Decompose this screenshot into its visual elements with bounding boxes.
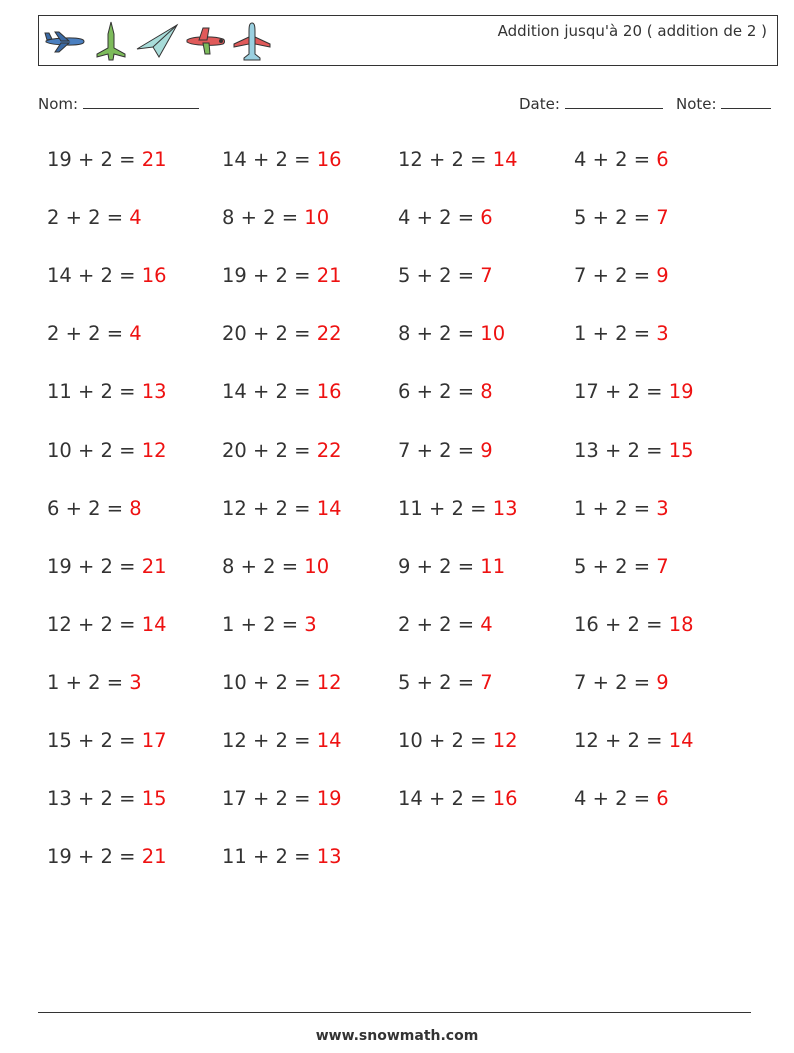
grade-field — [676, 94, 771, 113]
problem-item — [574, 782, 669, 816]
problem-question: 17 + 2 = — [222, 787, 311, 811]
fighter-jet-icon — [91, 20, 131, 62]
problem-answer: 13 — [141, 380, 167, 404]
problem-item — [47, 550, 167, 584]
problem-answer: 14 — [668, 729, 694, 752]
problem-answer: 14 — [316, 496, 342, 520]
problem-item — [574, 724, 694, 758]
problem-item — [47, 434, 167, 468]
problem-question: 8 + 2 = — [398, 322, 475, 346]
problem-answer: 7 — [480, 264, 493, 288]
problem-question: 2 + 2 = — [47, 206, 124, 230]
problem-question: 1 + 2 = — [47, 670, 124, 694]
problem-answer: 16 — [492, 787, 518, 811]
problem-answer: 9 — [480, 438, 493, 462]
problem-question: 1 + 2 = — [574, 496, 651, 520]
problem-answer: 22 — [316, 322, 342, 346]
problem-answer: 13 — [492, 496, 518, 520]
problem-answer: 18 — [668, 612, 694, 636]
problem-question: 14 + 2 = — [47, 264, 136, 288]
problem-item — [222, 550, 329, 584]
problem-question: 1 + 2 = — [574, 322, 651, 346]
problem-item — [398, 492, 518, 526]
problem-item — [398, 724, 518, 758]
problem-answer: 11 — [480, 554, 506, 578]
problem-question: 7 + 2 = — [574, 670, 651, 694]
problem-item — [574, 666, 669, 700]
problem-question: 4 + 2 = — [574, 787, 651, 811]
problem-answer: 9 — [656, 264, 669, 288]
problem-answer: 6 — [656, 787, 669, 811]
problem-question: 1 + 2 = — [222, 612, 299, 636]
name-blank — [83, 94, 199, 109]
problem-answer: 14 — [316, 729, 342, 752]
problem-answer: 10 — [304, 206, 330, 230]
problem-answer: 15 — [668, 438, 694, 462]
problem-item — [398, 201, 493, 235]
worksheet-title: Addition jusqu'à 20 ( addition de 2 ) — [497, 22, 767, 40]
problem-question: 5 + 2 = — [398, 670, 475, 694]
problem-question: 19 + 2 = — [47, 845, 136, 869]
problem-answer: 4 — [129, 322, 142, 346]
date-label: Date: — [519, 95, 560, 113]
problem-item — [222, 666, 342, 700]
problem-question: 6 + 2 = — [398, 380, 475, 404]
problem-item — [398, 143, 518, 177]
problem-answer: 17 — [141, 729, 167, 752]
propeller-plane-icon — [183, 24, 227, 58]
problem-question: 12 + 2 = — [47, 612, 136, 636]
problem-question: 11 + 2 = — [47, 380, 136, 404]
problem-item — [222, 608, 317, 642]
problem-question: 12 + 2 = — [222, 496, 311, 520]
problem-item — [47, 201, 142, 235]
problem-item — [47, 666, 142, 700]
problem-answer: 12 — [492, 729, 518, 752]
grade-label: Note: — [676, 95, 717, 113]
problem-question: 11 + 2 = — [222, 845, 311, 869]
name-label: Nom: — [38, 95, 79, 113]
problem-question: 12 + 2 = — [222, 729, 311, 752]
problem-answer: 14 — [492, 148, 518, 171]
problem-item — [398, 375, 493, 409]
problem-question: 10 + 2 = — [222, 670, 311, 694]
problem-question: 8 + 2 = — [222, 554, 299, 578]
problem-question: 14 + 2 = — [222, 380, 311, 404]
worksheet-header — [38, 15, 778, 66]
problem-item — [574, 608, 694, 642]
problem-item — [222, 492, 342, 526]
problem-question: 4 + 2 = — [574, 148, 651, 171]
problem-item — [574, 201, 669, 235]
problem-item — [222, 782, 342, 816]
problem-question: 7 + 2 = — [398, 438, 475, 462]
problem-answer: 7 — [656, 206, 669, 230]
problem-answer: 4 — [129, 206, 142, 230]
problem-question: 2 + 2 = — [398, 612, 475, 636]
problem-answer: 21 — [141, 845, 167, 869]
problem-answer: 3 — [656, 496, 669, 520]
problem-item — [398, 782, 518, 816]
problem-item — [47, 259, 167, 293]
problem-question: 8 + 2 = — [222, 206, 299, 230]
problem-item — [47, 608, 167, 642]
problem-question: 11 + 2 = — [398, 496, 487, 520]
grade-blank — [721, 94, 771, 109]
problem-question: 5 + 2 = — [398, 264, 475, 288]
problem-item — [222, 143, 342, 177]
problem-item — [222, 434, 342, 468]
name-field — [38, 94, 199, 113]
problem-item — [47, 492, 142, 526]
problem-item — [398, 259, 493, 293]
problem-answer: 7 — [656, 554, 669, 578]
date-field — [519, 94, 663, 113]
airliner-icon — [43, 24, 87, 58]
problem-question: 10 + 2 = — [47, 438, 136, 462]
problem-answer: 8 — [480, 380, 493, 404]
problem-item — [574, 143, 669, 177]
problem-question: 17 + 2 = — [574, 380, 663, 404]
problem-answer: 14 — [141, 612, 167, 636]
problem-item — [47, 840, 167, 874]
problem-question: 14 + 2 = — [398, 787, 487, 811]
problem-item — [222, 375, 342, 409]
problem-question: 7 + 2 = — [574, 264, 651, 288]
problem-answer: 21 — [316, 264, 342, 288]
problem-answer: 21 — [141, 554, 167, 578]
problem-question: 19 + 2 = — [47, 148, 136, 171]
header-icons — [43, 20, 273, 62]
problem-item — [574, 317, 669, 351]
problem-item — [222, 840, 342, 874]
problem-answer: 3 — [656, 322, 669, 346]
problem-question: 15 + 2 = — [47, 729, 136, 752]
problem-question: 10 + 2 = — [398, 729, 487, 752]
problem-answer: 15 — [141, 787, 167, 811]
problem-item — [398, 550, 505, 584]
problem-answer: 22 — [316, 438, 342, 462]
problem-item — [222, 259, 342, 293]
problem-answer: 6 — [656, 148, 669, 171]
problem-item — [398, 434, 493, 468]
problem-question: 12 + 2 = — [574, 729, 663, 752]
footer-url: www.snowmath.com — [315, 1028, 479, 1044]
problem-item — [222, 317, 342, 351]
problem-question: 19 + 2 = — [222, 264, 311, 288]
problem-question: 16 + 2 = — [574, 612, 663, 636]
problem-item — [47, 375, 167, 409]
problem-item — [398, 317, 505, 351]
problem-item — [398, 608, 493, 642]
problem-item — [574, 550, 669, 584]
problem-answer: 7 — [480, 670, 493, 694]
problem-item — [47, 724, 167, 758]
problem-answer: 19 — [668, 380, 694, 404]
problem-item — [574, 259, 669, 293]
problem-answer: 16 — [316, 380, 342, 404]
problem-answer: 12 — [316, 670, 342, 694]
problem-item — [574, 375, 694, 409]
problem-question: 13 + 2 = — [574, 438, 663, 462]
problem-item — [222, 201, 329, 235]
problem-item — [398, 666, 493, 700]
problem-answer: 10 — [480, 322, 506, 346]
problem-item — [222, 724, 342, 758]
problem-question: 20 + 2 = — [222, 322, 311, 346]
problem-answer: 3 — [129, 670, 142, 694]
paper-plane-icon — [135, 21, 179, 61]
small-plane-icon — [231, 20, 273, 62]
problem-question: 12 + 2 = — [398, 148, 487, 171]
problem-question: 6 + 2 = — [47, 496, 124, 520]
problem-answer: 12 — [141, 438, 167, 462]
problem-answer: 9 — [656, 670, 669, 694]
footer-divider — [38, 1012, 751, 1013]
problem-item — [47, 143, 167, 177]
problem-item — [574, 434, 694, 468]
problem-answer: 4 — [480, 612, 493, 636]
problem-question: 2 + 2 = — [47, 322, 124, 346]
problem-item — [574, 492, 669, 526]
problem-question: 13 + 2 = — [47, 787, 136, 811]
problem-answer: 16 — [316, 148, 342, 171]
problem-item — [47, 317, 142, 351]
problem-item — [47, 782, 167, 816]
problem-question: 20 + 2 = — [222, 438, 311, 462]
problem-answer: 21 — [141, 148, 167, 171]
problem-question: 5 + 2 = — [574, 206, 651, 230]
problem-question: 5 + 2 = — [574, 554, 651, 578]
problem-answer: 13 — [316, 845, 342, 869]
problem-answer: 3 — [304, 612, 317, 636]
date-blank — [565, 94, 663, 109]
problem-answer: 8 — [129, 496, 142, 520]
problem-answer: 16 — [141, 264, 167, 288]
problem-answer: 10 — [304, 554, 330, 578]
problem-question: 14 + 2 = — [222, 148, 311, 171]
problem-question: 4 + 2 = — [398, 206, 475, 230]
problem-answer: 19 — [316, 787, 342, 811]
problem-answer: 6 — [480, 206, 493, 230]
problem-question: 19 + 2 = — [47, 554, 136, 578]
problem-question: 9 + 2 = — [398, 554, 475, 578]
